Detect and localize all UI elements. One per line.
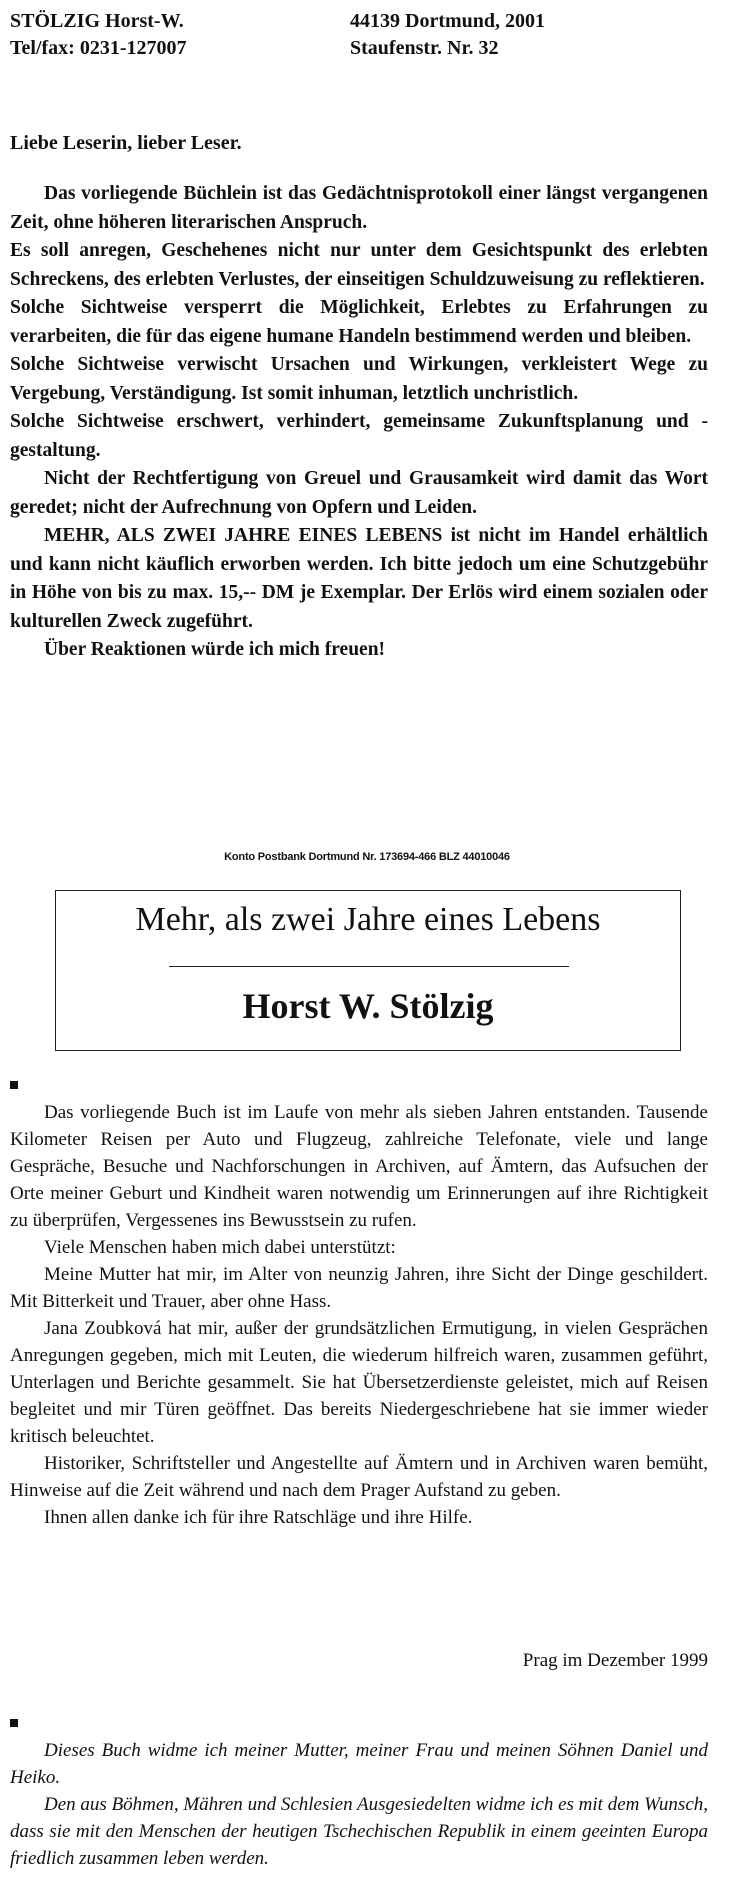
letter-paragraph: Das vorliegende Büchlein ist das Gedächtnisprotokoll einer längst vergangenen Zeit, ohne höheren literarischen Anspruch. (10, 183, 708, 233)
letter-paragraph: Solche Sichtweise versperrt die Möglichkeit, Erlebtes zu Erfahrungen zu verarbeiten, die für das eigene humane Handeln bestimmend werden und bleiben. (10, 297, 708, 347)
sender-phone: Tel/fax: 0231-127007 (10, 37, 187, 59)
foreword-paragraph: Ihnen allen danke ich für ihre Ratschläge und ihre Hilfe. (44, 1507, 473, 1528)
book-title: Mehr, als zwei Jahre eines Lebens (135, 901, 601, 938)
letter-body (10, 180, 708, 665)
sender-name: STÖLZIG Horst-W. (10, 10, 184, 32)
letter-greeting: Liebe Leserin, lieber Leser. (10, 132, 242, 154)
address-street: Staufenstr. Nr. 32 (350, 37, 499, 59)
book-title-box (55, 890, 681, 1051)
dedication-paragraph: Dieses Buch widme ich meiner Mutter, meiner Frau und meinen Söhnen Daniel und Heiko. (10, 1740, 708, 1788)
address-city-year: 44139 Dortmund, 2001 (350, 10, 546, 32)
letter-paragraph: Solche Sichtweise erschwert, verhindert, gemeinsame Zukunftsplanung und -gestaltung. (10, 411, 708, 461)
letter-paragraph: MEHR, ALS ZWEI JAHRE EINES LEBENS ist nicht im Handel erhältlich und kann nicht käuflich erworben werden. Ich bitte jedoch um eine Schutzgebühr in Höhe von bis zu max. 15,-- DM je Exemplar. Der Erlös wird einem sozialen oder kulturellen Zweck zugeführt. (10, 525, 708, 632)
foreword-section (10, 1099, 708, 1531)
foreword-paragraph: Das vorliegende Buch ist im Laufe von mehr als sieben Jahren entstanden. Tausende Kilometer Reisen per Auto und Flugzeug, zahlreiche Telefonate, viele und lange Gespräche, Besuche und Nachforschungen in Archiven, auf Ämtern, das Aufsuchen der Orte meiner Geburt und Kindheit waren notwendig um Erinnerungen auf ihre Richtigkeit zu überprüfen, Vergessenes ins Bewusstsein zu rufen. (10, 1102, 708, 1231)
sender-block (10, 8, 186, 62)
letter-paragraph: Es soll anregen, Geschehenes nicht nur unter dem Gesichtspunkt des erlebten Schreckens, des erlebten Verlustes, der einseitigen Schuldzuweisung zu reflektieren. (10, 240, 708, 290)
letter-paragraph: Nicht der Rechtfertigung von Greuel und Grausamkeit wird damit das Wort geredet; nicht der Aufrechnung von Opfern und Leiden. (10, 468, 708, 518)
section-bullet-icon (10, 1081, 18, 1089)
foreword-paragraph: Jana Zoubková hat mir, außer der grundsätzlichen Ermutigung, in vielen Gesprächen Anregungen gegeben, mich mit Leuten, die wiederum hilfreich waren, zusammen geführt, Unterlagen und Berichte gesammelt. Sie hat Übersetzerdienste geleistet, mich auf Reisen begleitet und mir Türen geöffnet. Das bereits Niedergeschriebene hat sie immer wieder kritisch beleuchtet. (10, 1318, 708, 1447)
foreword-paragraph: Historiker, Schriftsteller und Angestellte auf Ämtern und in Archiven waren bemüht, Hinweise auf die Zeit während und nach dem Prager Aufstand zu geben. (10, 1453, 708, 1501)
foreword-paragraph: Viele Menschen haben mich dabei unterstützt: (44, 1237, 396, 1258)
title-divider (169, 966, 569, 967)
letter-paragraph: Solche Sichtweise verwischt Ursachen und Wirkungen, verkleistert Wege zu Vergebung, Verständigung. Ist somit inhuman, letztlich unchristlich. (10, 354, 708, 404)
bank-account-line: Konto Postbank Dortmund Nr. 173694-466 BLZ 44010046 (224, 851, 510, 863)
dedication-section (10, 1737, 708, 1872)
foreword-signoff: Prag im Dezember 1999 (522, 1650, 708, 1671)
letter-paragraph: Über Reaktionen würde ich mich freuen! (44, 639, 386, 660)
address-block (350, 8, 545, 62)
foreword-paragraph: Meine Mutter hat mir, im Alter von neunzig Jahren, ihre Sicht der Dinge geschildert. Mit Bitterkeit und Trauer, aber ohne Hass. (10, 1264, 708, 1312)
section-bullet-icon (10, 1719, 18, 1727)
book-author: Horst W. Stölzig (242, 986, 494, 1026)
dedication-paragraph: Den aus Böhmen, Mähren und Schlesien Ausgesiedelten widme ich es mit dem Wunsch, dass sie mit den Menschen der heutigen Tschechischen Republik in einem geeinten Europa friedlich zusammen leben werden. (10, 1794, 708, 1869)
